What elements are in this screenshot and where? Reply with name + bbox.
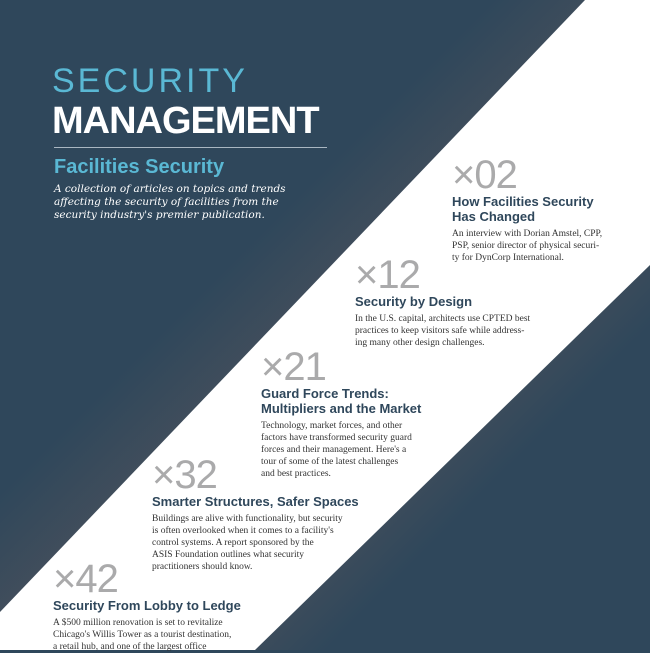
intro-line: A collection of articles on topics and trends bbox=[54, 183, 286, 195]
page-number: ×32 bbox=[152, 453, 217, 497]
text-line: practitioners should know. bbox=[152, 562, 253, 572]
article-42[interactable] bbox=[53, 557, 241, 653]
text-line: tour of some of the latest challenges bbox=[261, 457, 399, 467]
text-line: Security From Lobby to Ledge bbox=[53, 598, 241, 613]
text-line: Has Changed bbox=[452, 209, 536, 224]
text-line: In the U.S. capital, architects use CPTED best bbox=[355, 314, 531, 324]
text-line: Chicago's Willis Tower as a tourist destination, bbox=[53, 630, 232, 640]
text-line: control systems. A report sponsored by the bbox=[152, 538, 314, 548]
text-line: Multipliers and the Market bbox=[261, 401, 422, 416]
text-line: a retail hub, and one of the largest office bbox=[53, 642, 207, 652]
text-line: ty for DynCorp International. bbox=[452, 253, 564, 263]
text-line: Guard Force Trends: bbox=[261, 386, 389, 401]
intro-text bbox=[54, 183, 286, 222]
page-number: ×02 bbox=[452, 153, 517, 197]
brand-security: SECURITY bbox=[52, 62, 248, 100]
text-line: is often overlooked when it comes to a facility's bbox=[152, 526, 334, 536]
text-line: factors have transformed security guard bbox=[261, 433, 412, 443]
intro-line: affecting the security of facilities from the bbox=[54, 196, 279, 208]
page-number: ×12 bbox=[355, 253, 420, 297]
text-line: ASIS Foundation outlines what security bbox=[152, 550, 304, 560]
article-title bbox=[261, 386, 421, 416]
article-02[interactable] bbox=[452, 153, 603, 264]
text-line: A $500 million renovation is set to revitalize bbox=[53, 618, 223, 628]
article-title bbox=[452, 194, 602, 224]
text-line: How Facilities Security bbox=[452, 194, 594, 209]
text-line: and best practices. bbox=[261, 469, 331, 479]
article-desc bbox=[53, 617, 241, 653]
article-title bbox=[53, 598, 241, 613]
text-line: An interview with Dorian Amstel, CPP, bbox=[452, 229, 603, 239]
text-line: PSP, senior director of physical securi- bbox=[452, 241, 600, 251]
divider bbox=[54, 147, 327, 148]
brand-management: MANAGEMENT bbox=[52, 100, 319, 142]
text-line: Technology, market forces, and other bbox=[261, 421, 403, 431]
article-32[interactable] bbox=[152, 453, 359, 573]
text-line: Buildings are alive with functionality, but security bbox=[152, 514, 343, 524]
article-title bbox=[355, 294, 530, 309]
page-number: ×21 bbox=[261, 345, 326, 389]
page-number: ×42 bbox=[53, 557, 118, 601]
text-line: ing many other design challenges. bbox=[355, 338, 485, 348]
text-line: forces and their management. Here's a bbox=[261, 445, 407, 455]
subtitle: Facilities Security bbox=[54, 156, 225, 178]
article-desc bbox=[355, 313, 530, 349]
text-line: practices to keep visitors safe while address- bbox=[355, 326, 525, 336]
intro-line: security industry's premier publication. bbox=[54, 209, 265, 221]
article-title bbox=[152, 494, 359, 509]
text-line: Smarter Structures, Safer Spaces bbox=[152, 494, 359, 509]
text-line: Security by Design bbox=[355, 294, 473, 309]
